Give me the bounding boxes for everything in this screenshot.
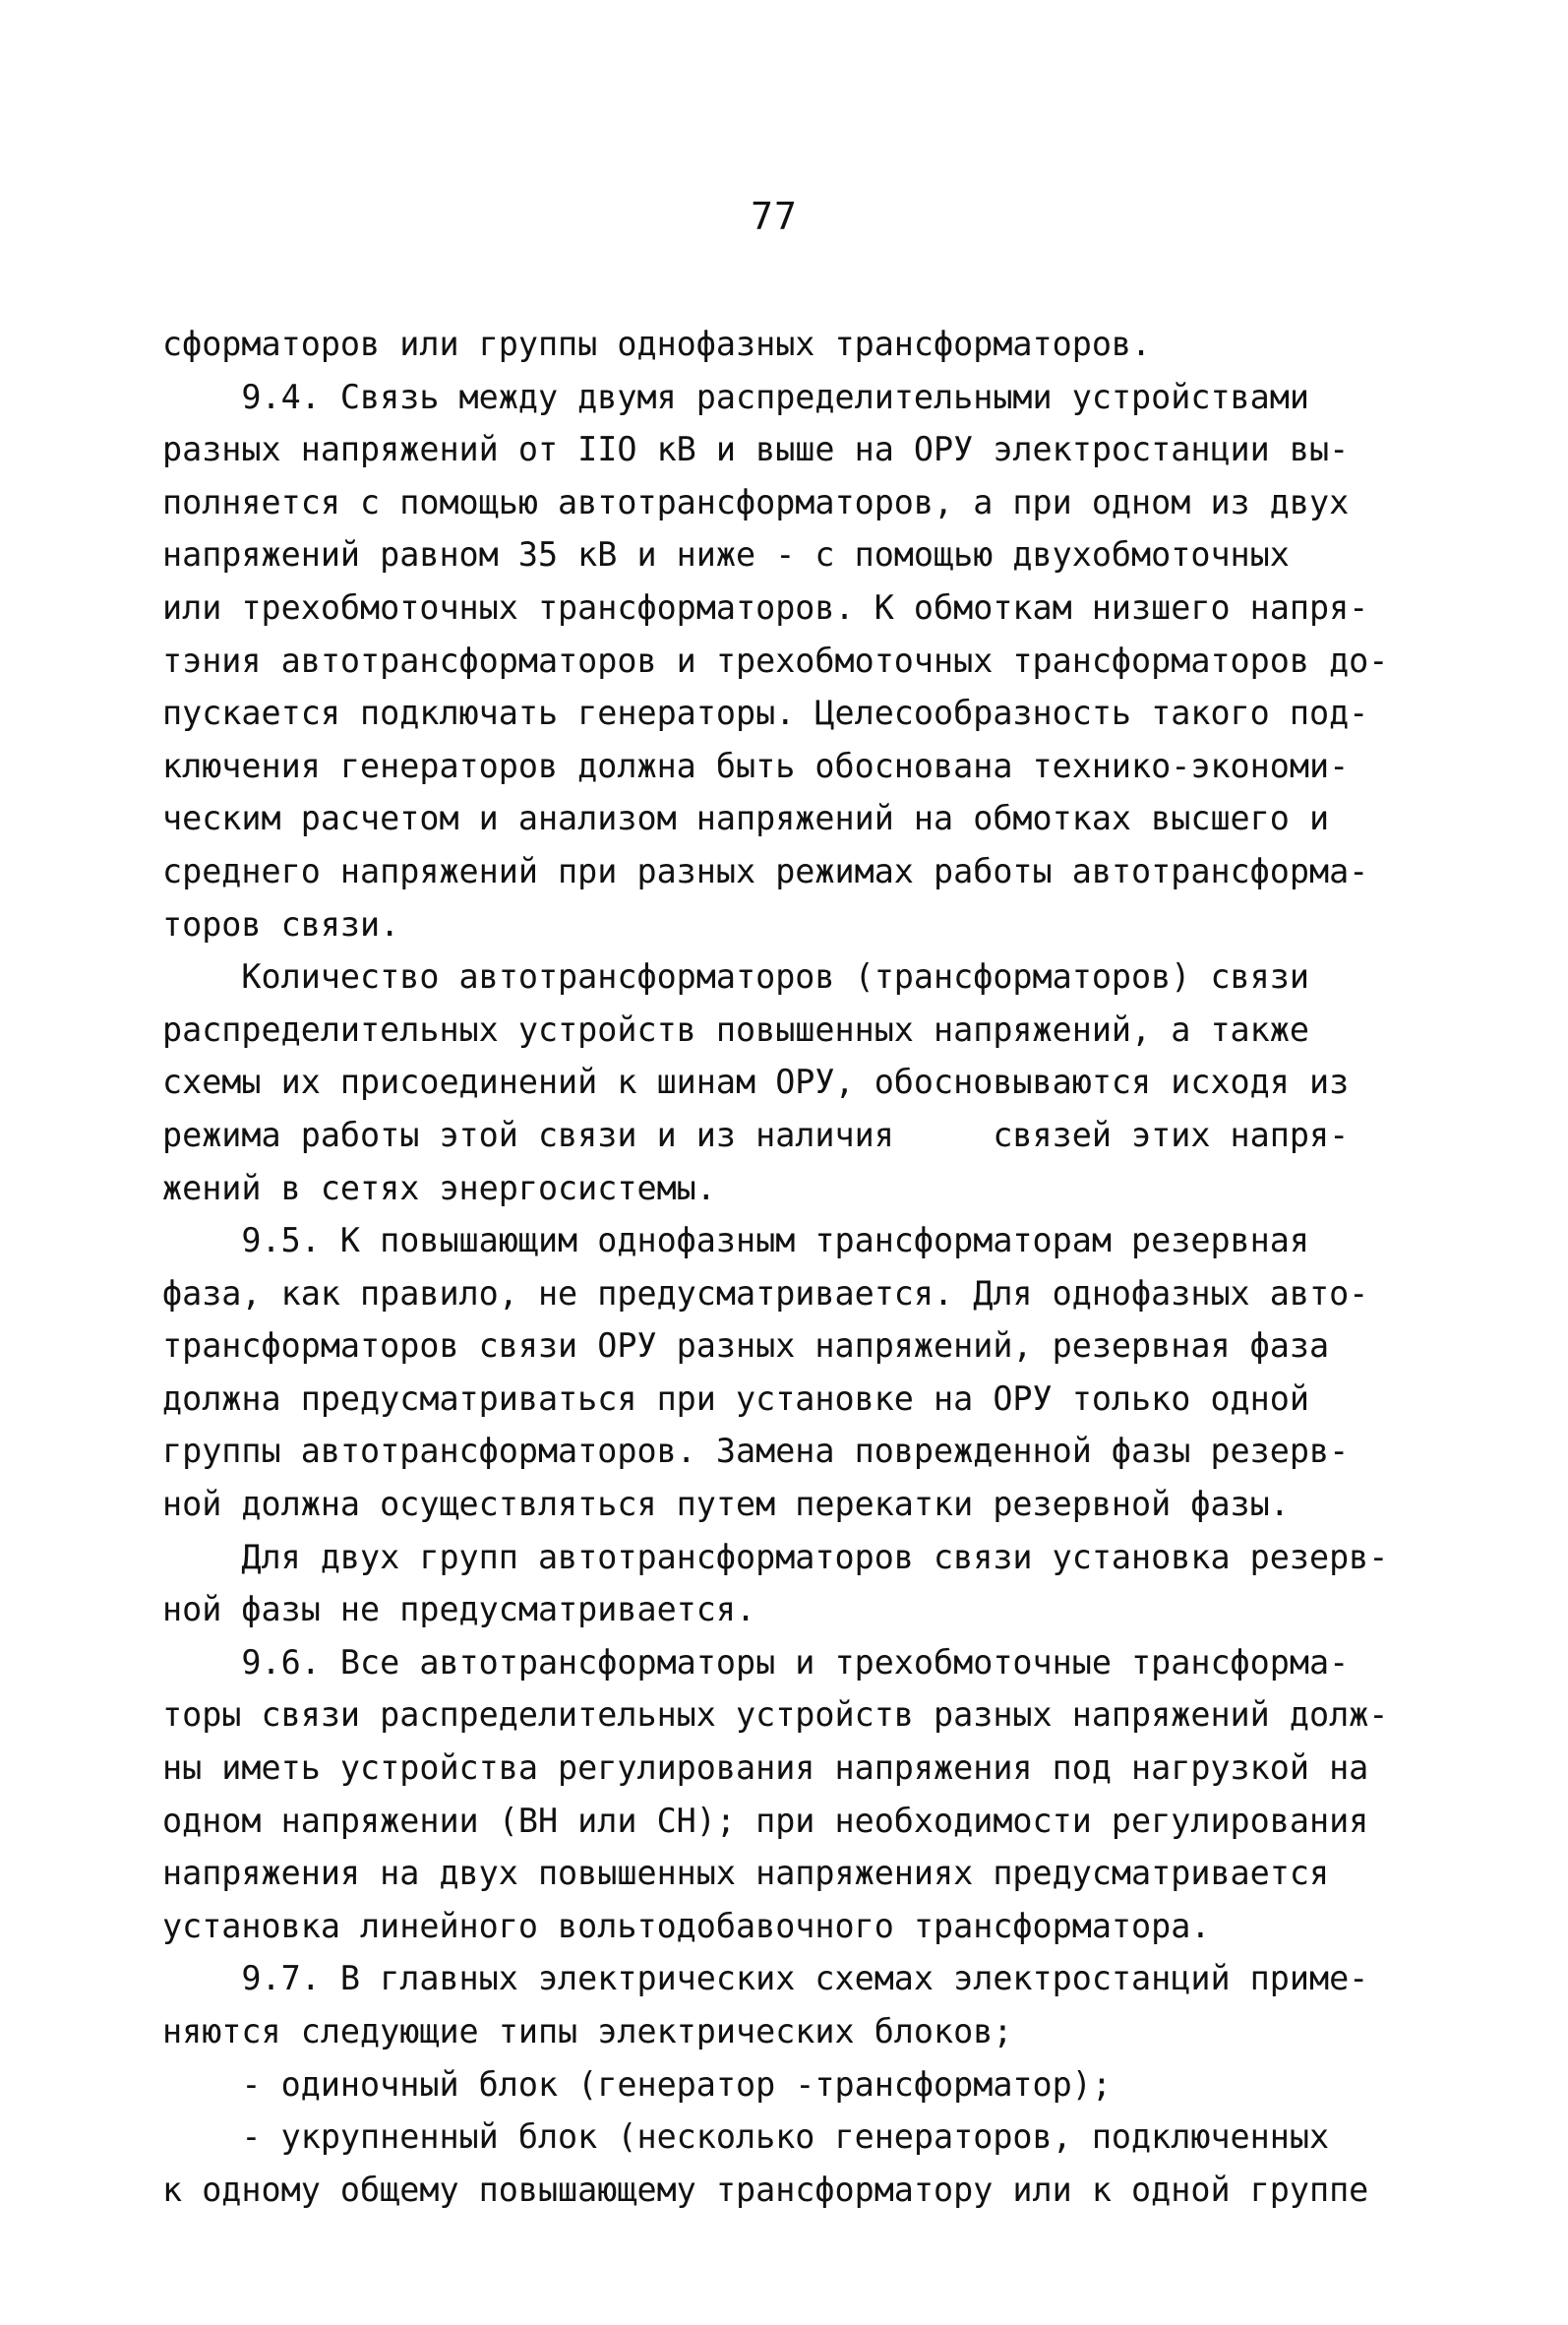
text-line: сформаторов или группы однофазных трансформаторов. (162, 325, 1152, 363)
text-line: ключения генераторов должна быть обоснована технико-экономи- (162, 746, 1350, 785)
text-line: 9.6. Все автотрансформаторы и трехобмоточные трансформа- (162, 1642, 1350, 1682)
text-line: 9.4. Связь между двумя распределительными устройствами (162, 377, 1309, 416)
text-line: Количество автотрансформаторов (трансформаторов) связи (162, 957, 1309, 997)
text-line: к одному общему повышающему трансформатору или к одной группе (162, 2170, 1369, 2209)
text-line: ной должна осуществляться путем перекатки резервной фазы. (162, 1485, 1290, 1524)
document-body (162, 318, 1431, 2216)
text-line: ной фазы не предусматривается. (162, 1590, 756, 1629)
text-line: среднего напряжений при разных режимах работы автотрансформа- (162, 851, 1369, 890)
text-line: жений в сетях энергосистемы. (162, 1168, 716, 1207)
text-line: схемы их присоединений к шинам ОРУ, обосновываются исходя из (162, 1063, 1350, 1102)
text-line: напряжений равном 35 кВ и ниже - с помощью двухобмоточных (162, 535, 1290, 575)
text-line: Для двух групп автотрансформаторов связи установка резерв- (162, 1537, 1389, 1576)
text-line: режима работы этой связи и из наличия связей этих напря- (162, 1115, 1350, 1154)
page-number: 77 (751, 195, 798, 238)
text-line: ческим расчетом и анализом напряжений на обмотках высшего и (162, 799, 1330, 838)
text-line: установка линейного вольтодобавочного трансформатора. (162, 1906, 1211, 1945)
text-line: полняется с помощью автотрансформаторов, а при одном из двух (162, 482, 1350, 521)
text-line: торов связи. (162, 904, 400, 944)
text-line: пускается подключать генераторы. Целесообразность такого под- (162, 694, 1369, 733)
text-line: трансформаторов связи ОРУ разных напряжений, резервная фаза (162, 1326, 1330, 1366)
text-line: или трехобмоточных трансформаторов. К обмоткам низшего напря- (162, 587, 1369, 627)
text-line: няются следующие типы электрических блоков; (162, 2012, 1013, 2050)
text-line: торы связи распределительных устройств разных напряжений долж- (162, 1695, 1389, 1735)
text-line: разных напряжений от IIO кВ и выше на ОРУ электростанции вы- (162, 430, 1350, 469)
text-line: фаза, как правило, не предусматривается. Для однофазных авто- (162, 1273, 1369, 1313)
text-line: напряжения на двух повышенных напряжениях предусматривается (162, 1854, 1330, 1893)
text-line: 9.7. В главных электрических схемах электростанций приме- (162, 1959, 1369, 1998)
text-line: тэния автотрансформаторов и трехобмоточных трансформаторов до- (162, 641, 1389, 680)
text-line: - укрупненный блок (несколько генераторов, подключенных (162, 2117, 1330, 2157)
text-line: - одиночный блок (генератор -трансформатор); (162, 2064, 1112, 2104)
text-line: одном напряжении (ВН или СН); при необходимости регулирования (162, 1801, 1369, 1840)
text-line: ны иметь устройства регулирования напряжения под нагрузкой на (162, 1748, 1369, 1788)
text-line: должна предусматриваться при установке на ОРУ только одной (162, 1378, 1309, 1418)
text-line: распределительных устройств повышенных напряжений, а также (162, 1010, 1309, 1049)
text-line: 9.5. К повышающим однофазным трансформаторам резервная (162, 1221, 1309, 1260)
text-line: группы автотрансформаторов. Замена поврежденной фазы резерв- (162, 1432, 1350, 1471)
